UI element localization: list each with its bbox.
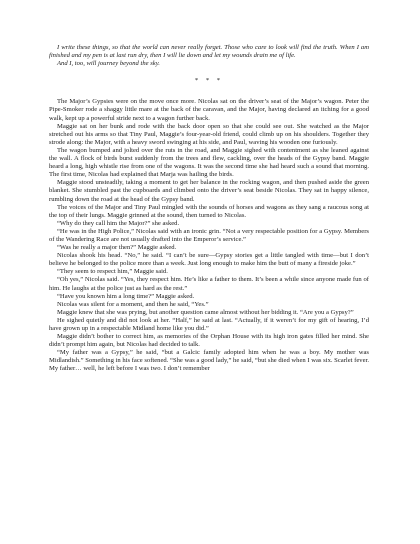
body-paragraph: Nicolas was silent for a moment, and then he said, “Yes.” xyxy=(57,300,209,308)
scene-break: * * * xyxy=(194,77,224,85)
epigraph-paragraph: I write these things, so that the world can never really forget. Those who care to look will find the truth. When I am finished and my pen is at last run dry, then I will lie down and let my wounds drain me of life. xyxy=(49,44,369,60)
body-paragraph: Maggie knew that she was prying, but another question came almost without her bidding it. “Are you a Gypsy?” xyxy=(57,308,354,316)
body-paragraph: “They seem to respect him,” Maggie said. xyxy=(57,268,168,276)
body-paragraph: “He was in the High Police,” Nicolas said with an ironic grin. “Not a very respectable position for a Gypsy. Members of the Wandering Race are not usually drafted into the Emperor’s service.” xyxy=(49,227,369,243)
body-paragraph: He sighed quietly and did not look at her. “Half,” he said at last. “Actually, if it weren’t for my gift of hearing, I’d have grown up in a respectable Midland home like you did.” xyxy=(49,316,369,332)
page-body xyxy=(49,44,369,374)
body-paragraph: Maggie sat on her bunk and rode with the back door open so that she could see out. She watched as the Major stretched out his arms so that Tiny Paul, Maggie’s four-year-old friend, could climb up on his shoulders. Together they strode along: the Major, with a heavy sword swinging at his side, and Paul, waving his wooden one furiously. xyxy=(49,122,369,146)
body-paragraph: “Why do they call him the Major?” she asked. xyxy=(57,219,180,227)
body-paragraph: The Major’s Gypsies were on the move once more. Nicolas sat on the driver’s seat of the Major’s wagon. Peter the Pipe-Smoker rode a shaggy little mare at the back of the caravan, and the Major, having declared an itching for a good walk, kept up a powerful stride next to a wagon further back. xyxy=(49,98,369,122)
body-paragraph: The voices of the Major and Tiny Paul mingled with the sounds of horses and wagons as they sang a raucous song at the top of their lungs. Maggie grinned at the sound, then turned to Nicolas. xyxy=(49,203,369,219)
epigraph-paragraph: And I, too, will journey beyond the sky. xyxy=(57,60,160,68)
body-paragraph: “Have you known him a long time?” Maggie asked. xyxy=(57,292,195,300)
body-paragraph: Maggie didn’t bother to correct him, as memories of the Orphan House with its high iron gates filled her mind. She didn’t prompt him again, but Nicolas had decided to talk. xyxy=(49,333,369,349)
body-paragraph: The wagon bumped and jolted over the ruts in the road, and Maggie sighed with contentment as she leaned against the wall. A flock of birds burst suddenly from the trees and flew, cackling, over the heads of the Gypsy band. Maggie heard a long, high whistle rise from one of the wagons. It was the second time she had heard such a sound that morning. The first time, Nicolas had explained that Marja was hailing the birds. xyxy=(49,146,369,179)
body-paragraph: “Was he really a major then?” Maggie asked. xyxy=(57,244,177,252)
body-paragraph: “My father was a Gypsy,” he said, “but a Galcic family adopted him when he was a boy. My mother was Midlandish.” Something in his face softened. “She was a good lady,” he said, “but she died when I was six. Scarlet fever. My father… well, he left before I was two. I don’t remember xyxy=(49,349,369,373)
body-paragraph: Maggie stood unsteadily, taking a moment to get her balance in the rocking wagon, and then pushed aside the green blanket. She stumbled past the cupboards and climbed onto the driver’s seat beside Nicolas. They sat in happy silence, rumbling down the road at the head of the Gypsy band. xyxy=(49,179,369,203)
body-paragraph: Nicolas shook his head. “No,” he said. “I can’t be sure—Gypsy stories get a little tangled with time—but I don’t believe he belonged to the police more than a week. Just long enough to make him the butt of many a fireside joke.” xyxy=(49,252,369,268)
body-paragraph: “Oh yes,” Nicolas said. “Yes, they respect him. He’s like a father to them. It’s been a while since anyone made fun of him. He laughs at the police just as hard as the rest.” xyxy=(49,276,369,292)
